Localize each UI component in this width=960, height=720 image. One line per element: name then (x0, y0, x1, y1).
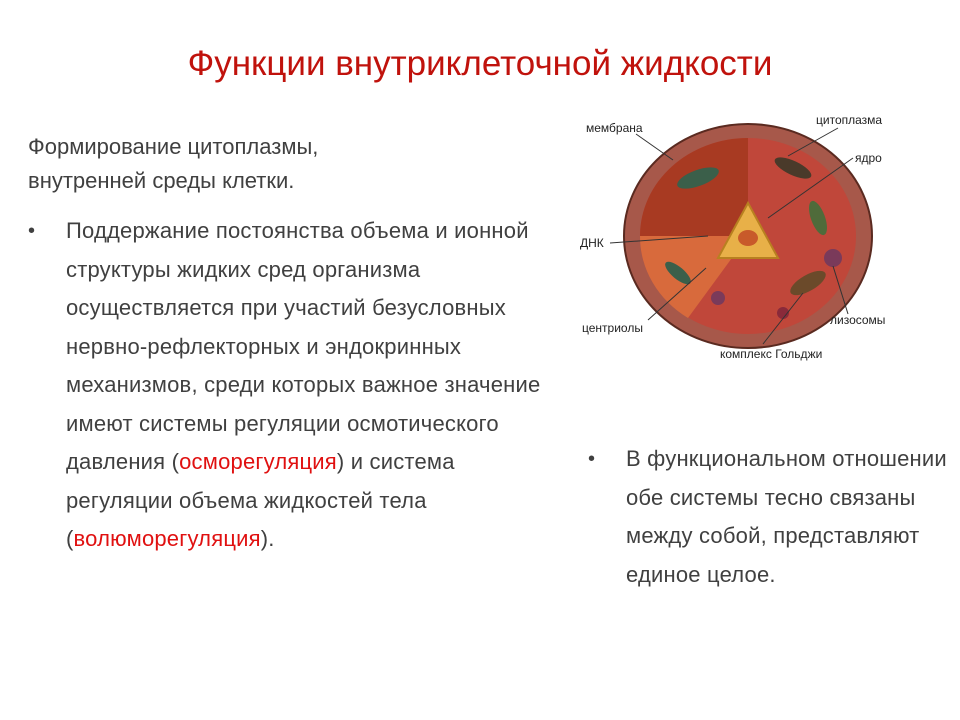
bullet-list-right (588, 440, 948, 594)
slide-title: Функции внутриклеточной жидкости (187, 44, 773, 83)
cell-diagram (578, 108, 950, 378)
term-osmoregulation: осморегуляция (179, 449, 337, 474)
nucleolus (738, 230, 758, 246)
label-nucleus: ядро (855, 151, 882, 165)
cell-illustration (578, 108, 950, 378)
bullet-item (28, 212, 548, 559)
bullet-text (66, 212, 548, 559)
intro-text (28, 130, 548, 198)
lysosome (824, 249, 842, 267)
bullet-text: В функциональном отношении обе системы тесно связаны между собой, представляют единое целое. (626, 446, 947, 587)
label-lysosomes: лизосомы (830, 313, 886, 327)
bullet-dot: • (588, 448, 596, 470)
bullet-text-part: Поддержание постоянства объема и ионной структуры жидких сред организма осуществляется при участий безусловных нервно-рефлекторных и эндокринных механизмов, среди которых важное значение имеют системы регуляции осмотического давления ( (66, 218, 541, 474)
lysosome (711, 291, 725, 305)
label-membrane: мембрана (586, 121, 643, 135)
label-golgi: комплекс Гольджи (720, 347, 823, 361)
label-cytoplasm: цитоплазма (816, 113, 883, 127)
bullet-text-part: ). (260, 526, 275, 551)
label-dna: ДНК (580, 236, 604, 250)
label-centrioles: центриолы (582, 321, 643, 335)
intro-line-2: внутренней среды клетки. (28, 168, 295, 193)
intro-line-1: Формирование цитоплазмы, (28, 134, 319, 159)
bullet-dot: • (28, 220, 36, 242)
bullet-text-part: ) и система регуляции объема жидкостей тела ( (66, 449, 455, 551)
term-volumoregulation: волюморегуляция (73, 526, 261, 551)
bullet-item (588, 440, 948, 594)
bullet-list-left (28, 212, 548, 559)
